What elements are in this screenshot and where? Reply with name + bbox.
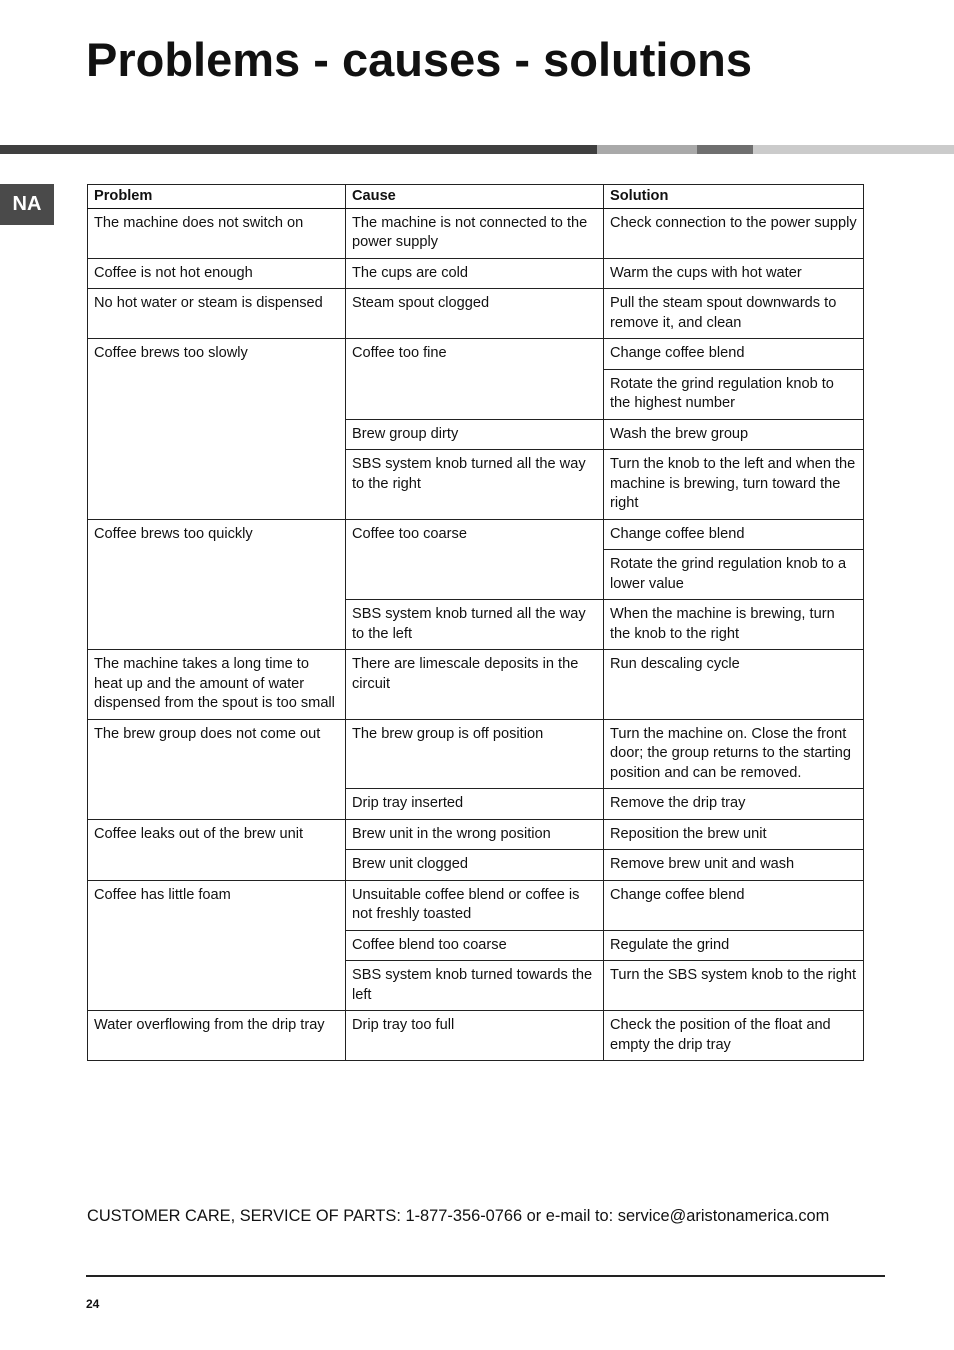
problem-cell: No hot water or steam is dispensed xyxy=(88,289,346,339)
column-header-cause: Cause xyxy=(346,185,604,209)
column-header-solution: Solution xyxy=(604,185,864,209)
problem-cell: Coffee brews too quickly xyxy=(88,519,346,650)
cause-cell: There are limescale deposits in the circuit xyxy=(346,650,604,720)
solution-cell: Regulate the grind xyxy=(604,930,864,961)
cause-cell: The brew group is off position xyxy=(346,719,604,789)
solution-cell: Check connection to the power supply xyxy=(604,208,864,258)
solution-cell: Pull the steam spout downwards to remove it, and clean xyxy=(604,289,864,339)
page-title: Problems - causes - solutions xyxy=(86,33,753,86)
table-row xyxy=(88,880,864,930)
cause-cell: Unsuitable coffee blend or coffee is not freshly toasted xyxy=(346,880,604,930)
solution-cell: Run descaling cycle xyxy=(604,650,864,720)
table-row xyxy=(88,289,864,339)
cause-cell: Brew unit in the wrong position xyxy=(346,819,604,850)
cause-cell: SBS system knob turned towards the left xyxy=(346,961,604,1011)
problem-cell: The brew group does not come out xyxy=(88,719,346,819)
cause-cell: Drip tray too full xyxy=(346,1011,604,1061)
problem-cell: The machine takes a long time to heat up and the amount of water dispensed from the spout is too small xyxy=(88,650,346,720)
cause-cell: The cups are cold xyxy=(346,258,604,289)
table-row xyxy=(88,719,864,789)
solution-cell: Check the position of the float and empty the drip tray xyxy=(604,1011,864,1061)
cause-cell: The machine is not connected to the power supply xyxy=(346,208,604,258)
cause-cell: Drip tray inserted xyxy=(346,789,604,820)
cause-cell: Brew group dirty xyxy=(346,419,604,450)
solution-cell: Turn the machine on. Close the front door; the group returns to the starting position and can be removed. xyxy=(604,719,864,789)
solution-cell: Rotate the grind regulation knob to the highest number xyxy=(604,369,864,419)
table-row xyxy=(88,650,864,720)
region-tab: NA xyxy=(0,184,54,225)
solution-cell: Change coffee blend xyxy=(604,880,864,930)
problem-cell: Coffee leaks out of the brew unit xyxy=(88,819,346,880)
solution-cell: Rotate the grind regulation knob to a lower value xyxy=(604,550,864,600)
table-row xyxy=(88,208,864,258)
cause-cell: Coffee too fine xyxy=(346,339,604,420)
cause-cell: Coffee blend too coarse xyxy=(346,930,604,961)
table-header-row xyxy=(88,185,864,209)
header-divider-bar xyxy=(697,145,753,154)
header-divider-bar xyxy=(597,145,697,154)
problem-cell: Coffee is not hot enough xyxy=(88,258,346,289)
problem-cell: Water overflowing from the drip tray xyxy=(88,1011,346,1061)
solution-cell: Change coffee blend xyxy=(604,339,864,370)
table-row xyxy=(88,1011,864,1061)
table-row xyxy=(88,258,864,289)
problem-cell: The machine does not switch on xyxy=(88,208,346,258)
header-divider-bar xyxy=(0,145,597,154)
column-header-problem: Problem xyxy=(88,185,346,209)
cause-cell: SBS system knob turned all the way to the left xyxy=(346,600,604,650)
solution-cell: Warm the cups with hot water xyxy=(604,258,864,289)
cause-cell: Brew unit clogged xyxy=(346,850,604,881)
solution-cell: Change coffee blend xyxy=(604,519,864,550)
solution-cell: When the machine is brewing, turn the knob to the right xyxy=(604,600,864,650)
solution-cell: Turn the knob to the left and when the machine is brewing, turn toward the right xyxy=(604,450,864,520)
table-row xyxy=(88,519,864,550)
cause-cell: SBS system knob turned all the way to the right xyxy=(346,450,604,520)
table-row xyxy=(88,819,864,850)
cause-cell: Steam spout clogged xyxy=(346,289,604,339)
page-number: 24 xyxy=(86,1297,100,1311)
solution-cell: Reposition the brew unit xyxy=(604,819,864,850)
solution-cell: Wash the brew group xyxy=(604,419,864,450)
cause-cell: Coffee too coarse xyxy=(346,519,604,600)
customer-care-line: CUSTOMER CARE, SERVICE OF PARTS: 1-877-356-0766 or e-mail to: service@aristonamerica.com xyxy=(87,1207,830,1225)
troubleshooting-table xyxy=(87,184,864,1061)
header-divider-bar xyxy=(753,145,954,154)
footer-rule xyxy=(86,1275,885,1277)
problem-cell: Coffee brews too slowly xyxy=(88,339,346,520)
solution-cell: Remove the drip tray xyxy=(604,789,864,820)
problem-cell: Coffee has little foam xyxy=(88,880,346,1011)
solution-cell: Turn the SBS system knob to the right xyxy=(604,961,864,1011)
table-row xyxy=(88,339,864,370)
solution-cell: Remove brew unit and wash xyxy=(604,850,864,881)
